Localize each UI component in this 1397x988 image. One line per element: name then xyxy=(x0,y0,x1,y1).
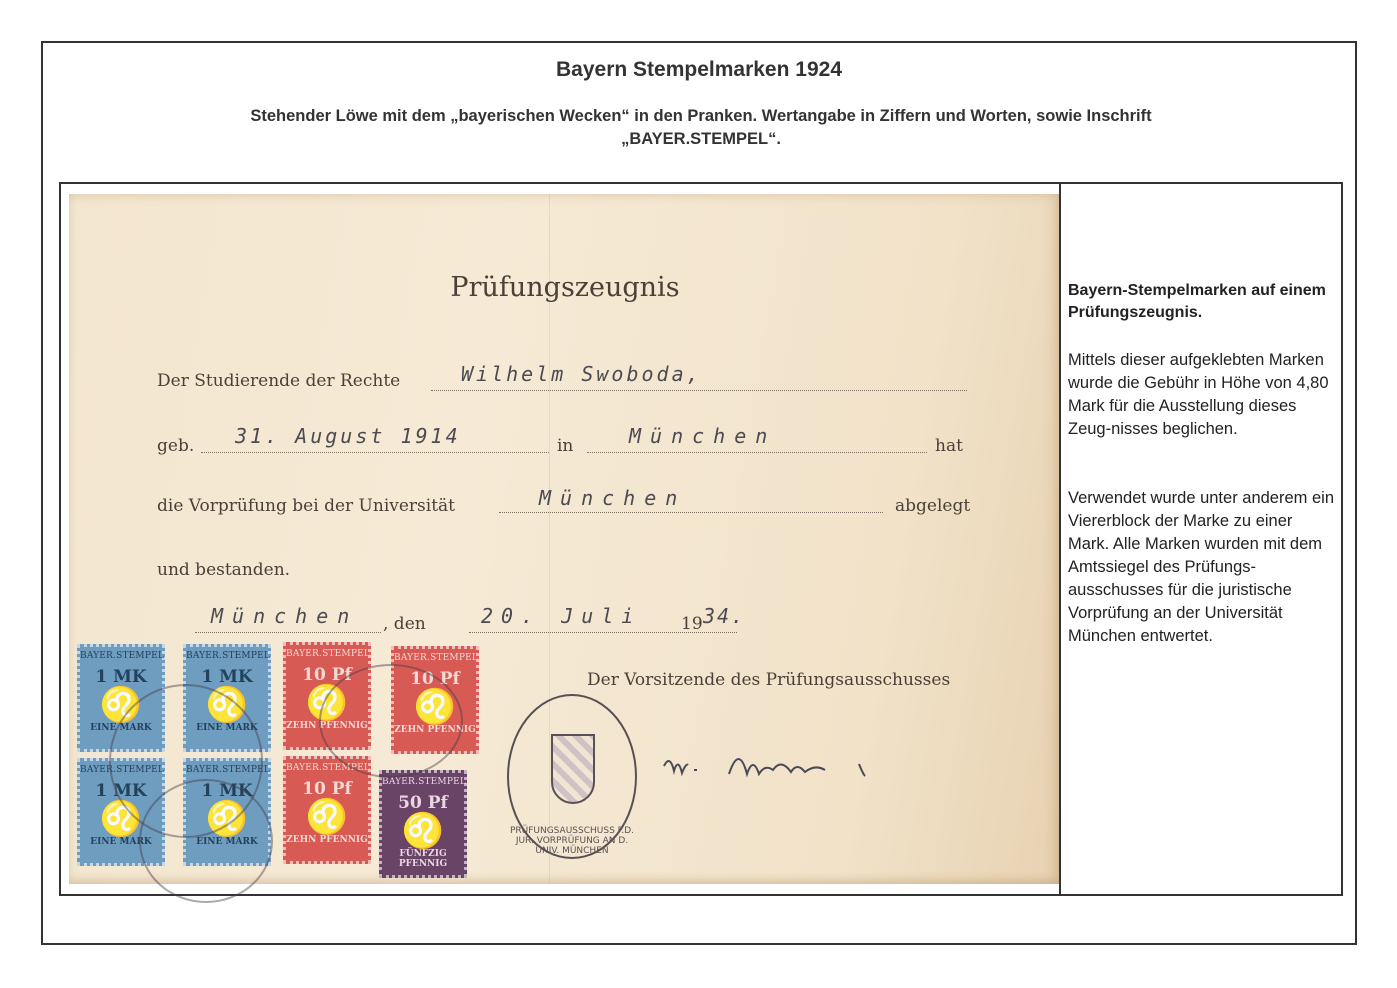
stamp-inscription: BAYER.STEMPEL xyxy=(394,653,479,663)
postmark-circle xyxy=(319,664,463,778)
coat-of-arms-icon xyxy=(551,734,595,804)
passed-line: und bestanden. xyxy=(157,560,291,580)
description-heading: Bayern-Stempelmarken auf einem Prüfungszeugnis. xyxy=(1068,282,1326,321)
dotted-line xyxy=(201,452,549,453)
stamp-10-pf xyxy=(283,756,371,864)
year-suffix: 34. xyxy=(703,604,746,628)
university-name: München xyxy=(539,486,687,510)
stamp-words: FÜNFZIG PFENNIG xyxy=(398,849,448,869)
lion-icon: ♌ xyxy=(305,797,349,837)
lion-icon: ♌ xyxy=(305,683,349,723)
lion-icon: ♌ xyxy=(99,799,143,839)
stamp-inscription: BAYER.STEMPEL xyxy=(80,765,165,775)
year-prefix: 19 xyxy=(681,614,703,634)
dotted-line xyxy=(587,452,927,453)
stamp-inscription: BAYER.STEMPEL xyxy=(186,651,271,661)
stamp-value: 1 MK xyxy=(201,781,253,801)
official-seal xyxy=(507,694,637,859)
description-panel xyxy=(1059,182,1343,896)
stamp-inscription: BAYER.STEMPEL xyxy=(286,649,371,659)
stamp-words: ZEHN PFENNIG xyxy=(394,725,476,735)
birth-place: München xyxy=(629,424,777,448)
issue-date: 20. Juli xyxy=(481,604,642,628)
stamp-50-pf xyxy=(379,770,467,878)
stamp-words: ZEHN PFENNIG xyxy=(286,835,368,845)
dotted-line xyxy=(431,390,967,391)
stamp-words: ZEHN PFENNIG xyxy=(286,721,368,731)
certificate-title: Prüfungszeugnis xyxy=(450,272,680,303)
album-page xyxy=(41,41,1357,945)
dotted-line xyxy=(195,632,381,633)
stamp-words: EINE MARK xyxy=(90,723,152,733)
stamp-value: 1 MK xyxy=(201,667,253,687)
student-label: Der Studierende der Rechte xyxy=(157,371,401,391)
subtitle-line-1: Stehender Löwe mit dem „bayerischen Wecken“ in den Pranken. Wertangabe in Ziffern und Worten, sowie Inschrift xyxy=(250,107,1152,125)
stamp-words: EINE MARK xyxy=(196,723,258,733)
born-label: geb. xyxy=(157,436,195,456)
stamp-inscription: BAYER.STEMPEL xyxy=(286,763,371,773)
issue-place: München xyxy=(211,604,359,628)
subtitle-line-2: „BAYER.STEMPEL“. xyxy=(621,130,781,148)
postmark-circle xyxy=(139,779,273,903)
stamp-value: 50 Pf xyxy=(398,793,448,813)
in-label: in xyxy=(557,436,574,456)
page-subtitle xyxy=(103,105,1299,151)
exam-label: die Vorprüfung bei der Universität xyxy=(157,496,456,516)
stamp-words: EINE MARK xyxy=(196,837,258,847)
page-title: Bayern Stempelmarken 1924 xyxy=(556,58,842,81)
stamp-value: 10 Pf xyxy=(410,669,460,689)
stamp-words: EINE MARK xyxy=(90,837,152,847)
stamp-value: 10 Pf xyxy=(302,665,352,685)
lion-icon: ♌ xyxy=(99,685,143,725)
stamp-value: 1 MK xyxy=(95,781,147,801)
stamp-inscription: BAYER.STEMPEL xyxy=(186,765,271,775)
passed-label: abgelegt xyxy=(895,496,971,516)
stamp-value: 1 MK xyxy=(95,667,147,687)
stamp-value: 10 Pf xyxy=(302,779,352,799)
seal-text: PRÜFUNGSAUSSCHUSS F.D. JUR. VORPRÜFUNG AN D. UNIV. MÜNCHEN xyxy=(509,826,635,856)
description-paragraph-2: Verwendet wurde unter anderem ein Viererblock der Marke zu einer Mark. Alle Marken wurden mit dem Amtssiegel des Prüfungs-ausschusses für die juristische Vorprüfung an der Universität München entwertet. xyxy=(1068,489,1334,645)
stamp-inscription: BAYER.STEMPEL xyxy=(80,651,165,661)
lion-icon: ♌ xyxy=(401,811,445,851)
lion-icon: ♌ xyxy=(413,687,457,727)
stamp-inscription: BAYER.STEMPEL xyxy=(382,777,467,787)
birth-date: 31. August 1914 xyxy=(235,424,461,448)
lion-icon: ♌ xyxy=(205,685,249,725)
student-name: Wilhelm Swoboda, xyxy=(461,362,702,386)
certificate-paper xyxy=(69,194,1061,884)
lion-icon: ♌ xyxy=(205,799,249,839)
document-photo-frame xyxy=(59,182,1060,896)
hat-label: hat xyxy=(935,436,963,456)
signature-mark xyxy=(659,746,929,786)
den-label: , den xyxy=(383,614,426,634)
dotted-line xyxy=(499,512,883,513)
chair-label: Der Vorsitzende des Prüfungsausschusses xyxy=(587,670,951,690)
description-paragraph-1: Mittels dieser aufgeklebten Marken wurde die Gebühr in Höhe von 4,80 Mark für die Ausstellung dieses Zeug-nisses beglichen. xyxy=(1068,351,1329,438)
